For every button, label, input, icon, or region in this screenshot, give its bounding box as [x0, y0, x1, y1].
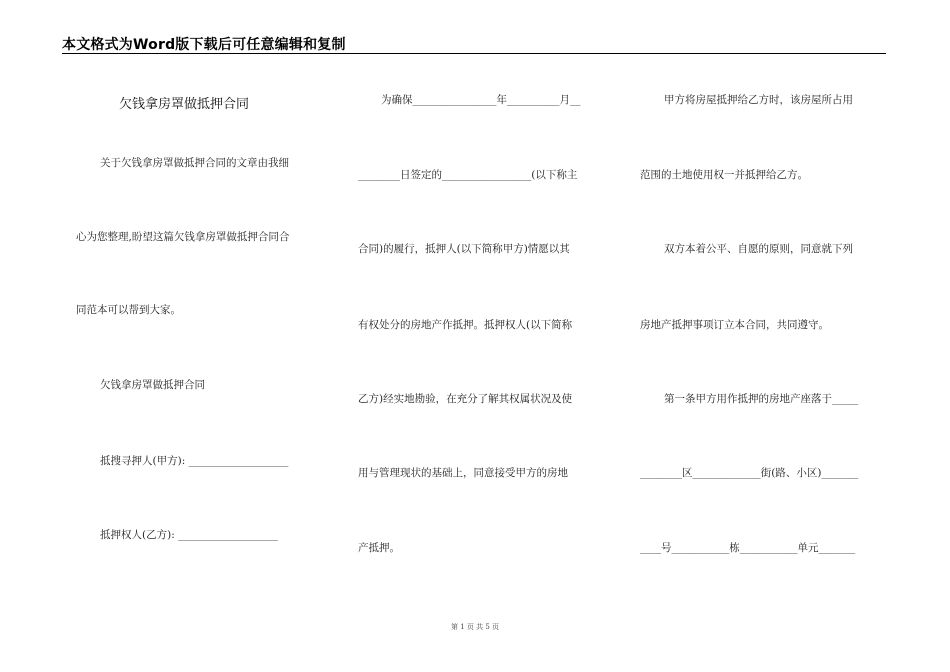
col3-line-4: 房地产抵押事项订立本合同，共同遵守。 — [640, 319, 829, 331]
col2-line-1: 为确保________________年__________月__ — [381, 94, 581, 106]
col3-line-5: 第一条甲方用作抵押的房地产座落于_____ — [664, 393, 859, 405]
document-banner: 本文格式为Word版下载后可任意编辑和复制 — [62, 37, 346, 53]
party-a-field: 抵搜寻押人(甲方): ___________________ — [100, 455, 289, 467]
col1-line-2: 心为您整理,盼望这篇欠钱拿房罩做抵押合同合 — [76, 231, 290, 243]
document-title: 欠钱拿房罩做抵押合同 — [119, 97, 250, 112]
party-b-field: 抵押权人(乙方): ___________________ — [100, 529, 278, 541]
col2-line-7: 产抵押。 — [358, 542, 400, 554]
col1-line-4: 欠钱拿房罩做抵押合同 — [100, 379, 205, 391]
col2-line-3: 合同)的履行，抵押人(以下简称甲方)情愿以其 — [358, 243, 570, 255]
col2-line-2: ________日签定的_________________(以下称主 — [358, 169, 578, 181]
col1-line-3: 同范本可以帮到大家。 — [76, 304, 181, 316]
col2-line-6: 用与管理现状的基础上，同意接受甲方的房地 — [358, 467, 568, 479]
col3-line-6: ________区_____________街(路、小区)_______ — [640, 467, 859, 479]
col3-line-1: 甲方将房屋抵押给乙方时，该房屋所占用 — [664, 94, 853, 106]
header-divider — [62, 53, 886, 54]
col2-line-5: 乙方)经实地勘验，在充分了解其权属状况及使 — [358, 393, 573, 405]
page-indicator: 第 1 页 共 5 页 — [450, 623, 500, 631]
col3-line-2: 范围的土地使用权一并抵押给乙方。 — [640, 169, 808, 181]
col3-line-3: 双方本着公平、自愿的原则，同意就下列 — [664, 243, 853, 255]
col3-line-7: ____号___________栋___________单元_______ — [640, 542, 856, 554]
col1-line-1: 关于欠钱拿房罩做抵押合同的文章由我细 — [100, 157, 289, 169]
col2-line-4: 有权处分的房地产作抵押。抵押权人(以下简称 — [358, 319, 573, 331]
